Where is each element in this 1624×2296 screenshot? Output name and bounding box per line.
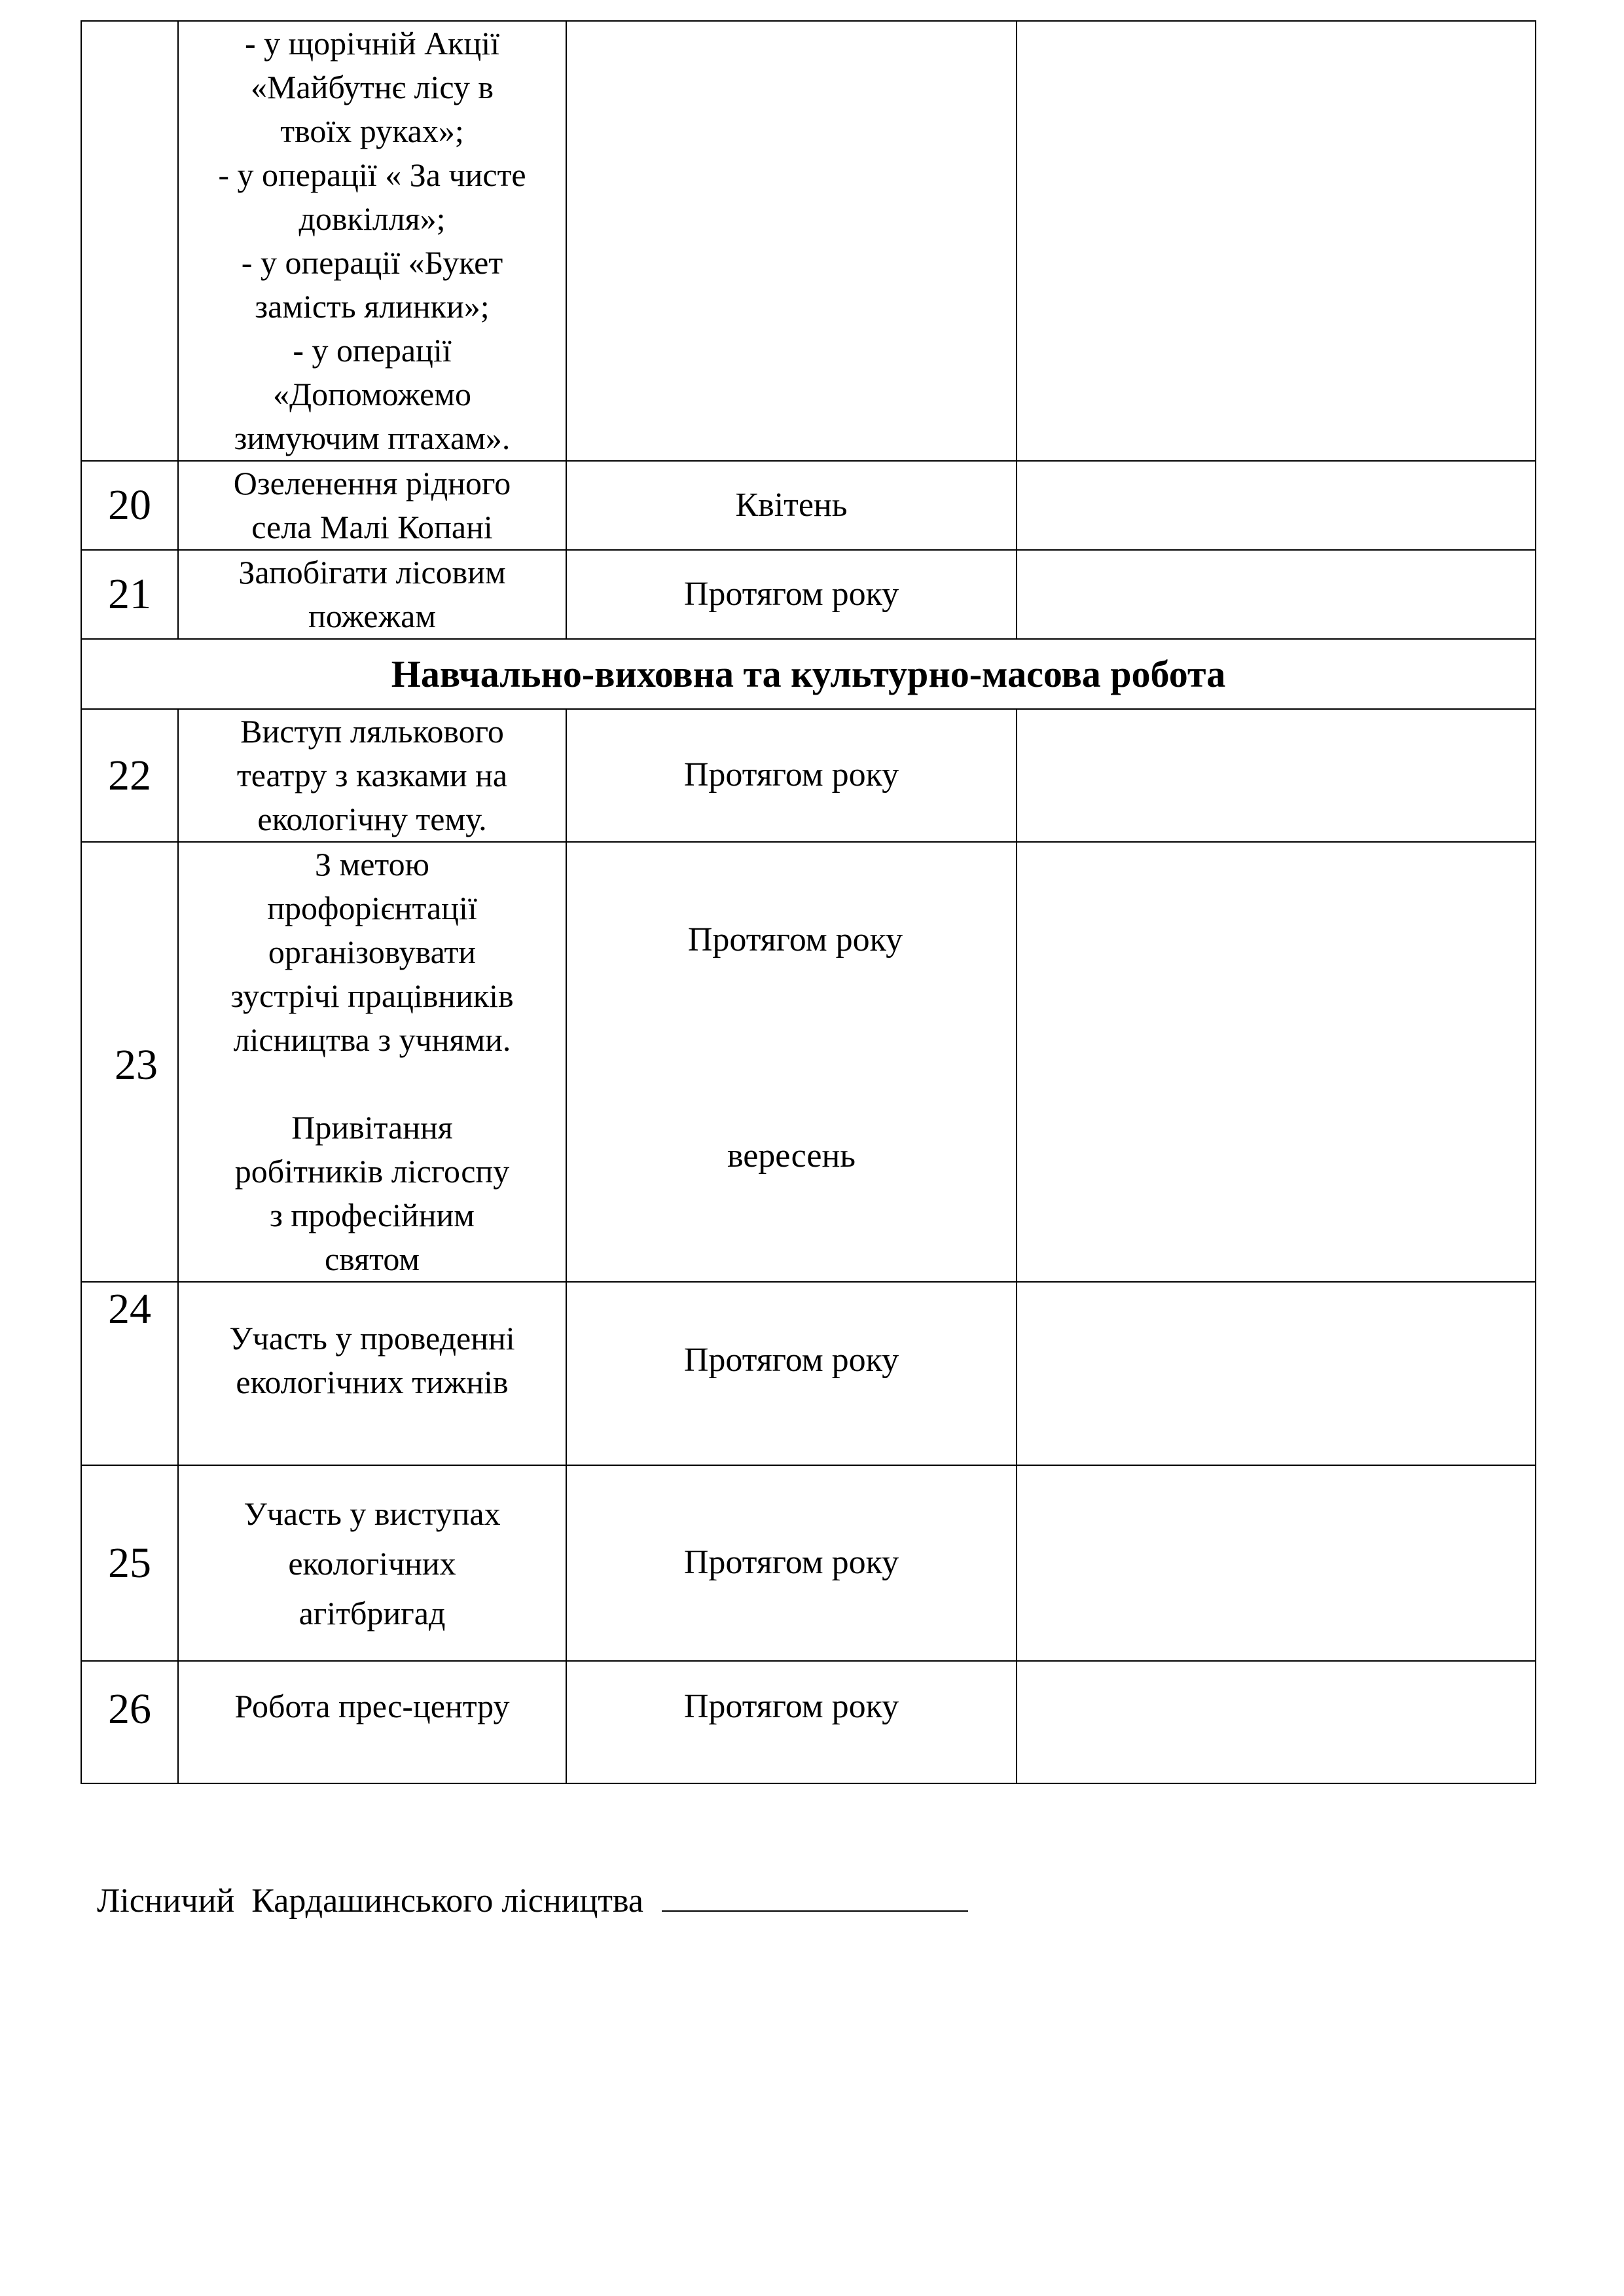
activity-cell <box>178 1282 566 1465</box>
row-number-cell: 23 <box>81 842 178 1282</box>
activity-line: Озеленення рідного <box>233 465 511 501</box>
term-text: вересень <box>727 1137 856 1175</box>
term-text: Протягом року <box>687 921 903 958</box>
activity-cell <box>178 1661 566 1783</box>
table-row <box>81 1661 1536 1783</box>
table-row <box>81 1465 1536 1661</box>
term-cell: Протягом року <box>566 1465 1017 1661</box>
table-row <box>81 709 1536 842</box>
activity-line: «Майбутнє лісу в <box>251 69 494 105</box>
activity-line: довкілля»; <box>298 200 446 237</box>
responsible-cell <box>1017 550 1536 639</box>
activity-line: організовувати <box>268 934 477 970</box>
activity-line: «Допоможемо <box>272 376 472 412</box>
row-number-cell: 24 <box>81 1282 178 1465</box>
activity-line: - у операції <box>293 332 452 369</box>
responsible-cell <box>1017 21 1536 461</box>
term-cell: Протягом року <box>566 1661 1017 1783</box>
table-row <box>81 461 1536 550</box>
table-row <box>81 1282 1536 1465</box>
activity-line: екологічну тему. <box>257 801 487 837</box>
activity-line: екологічних <box>288 1544 456 1582</box>
responsible-cell <box>1017 709 1536 842</box>
row-number-cell: 20 <box>81 461 178 550</box>
responsible-cell <box>1017 842 1536 1282</box>
activity-line: Робота прес-центру <box>234 1688 510 1724</box>
activity-line: зустрічі працівників <box>230 977 514 1014</box>
activity-line: Привітання <box>291 1109 453 1146</box>
activity-cell <box>178 21 566 461</box>
activity-cell <box>178 461 566 550</box>
plan-table <box>81 20 1536 1784</box>
section-title: Навчально-виховна та культурно-масова робота <box>81 639 1536 709</box>
term-cell <box>566 21 1017 461</box>
table-row <box>81 550 1536 639</box>
row-number-cell: 21 <box>81 550 178 639</box>
activity-line: - у щорічній Акції <box>244 25 500 62</box>
section-header-row <box>81 639 1536 709</box>
term-cell: Квітень <box>566 461 1017 550</box>
activity-line: пожежам <box>308 598 436 634</box>
activity-cell <box>178 709 566 842</box>
activity-cell <box>178 550 566 639</box>
responsible-cell <box>1017 461 1536 550</box>
activity-line: твоїх руках»; <box>280 113 464 149</box>
activity-line: святом <box>324 1241 420 1277</box>
term-cell: Протягом року <box>566 709 1017 842</box>
activity-line: театру з казками на <box>236 757 508 793</box>
activity-cell <box>178 1465 566 1661</box>
row-number-cell <box>81 21 178 461</box>
signature-blank <box>662 1874 968 1912</box>
activity-line: З метою <box>315 846 429 883</box>
activity-line: села Малі Копані <box>251 509 493 545</box>
activity-line: - у операції « За чисте <box>218 156 526 193</box>
responsible-cell <box>1017 1661 1536 1783</box>
term-cell: Протягом року <box>566 1282 1017 1465</box>
activity-line: зимуючим птахам». <box>234 420 511 456</box>
activity-line: Виступ лялькового <box>240 713 504 750</box>
row-number-cell: 25 <box>81 1465 178 1661</box>
activity-cell <box>178 842 566 1282</box>
activity-line: Участь у проведенні <box>229 1320 515 1357</box>
responsible-cell <box>1017 1282 1536 1465</box>
table-row <box>81 21 1536 461</box>
activity-line: профорієнтації <box>267 890 477 926</box>
activity-line: екологічних тижнів <box>236 1364 509 1400</box>
row-number-cell: 22 <box>81 709 178 842</box>
term-cell <box>566 842 1017 1282</box>
activity-line: агітбригад <box>298 1594 446 1631</box>
activity-line: - у операції «Букет <box>241 244 503 281</box>
activity-line: з професійним <box>270 1197 475 1233</box>
row-number-cell: 26 <box>81 1661 178 1783</box>
table-row <box>81 842 1536 1282</box>
activity-line: замість ялинки»; <box>255 288 490 325</box>
responsible-cell <box>1017 1465 1536 1661</box>
activity-line: лісництва з учнями. <box>233 1021 511 1058</box>
signature-label: Лісничий Кардашинського лісництва <box>97 1882 643 1920</box>
activity-line: Участь у виступах <box>244 1495 501 1532</box>
activity-line: робітників лісгоспу <box>234 1153 510 1190</box>
activity-line: Запобігати лісовим <box>238 554 506 591</box>
signature-line <box>97 1874 968 1920</box>
term-cell: Протягом року <box>566 550 1017 639</box>
